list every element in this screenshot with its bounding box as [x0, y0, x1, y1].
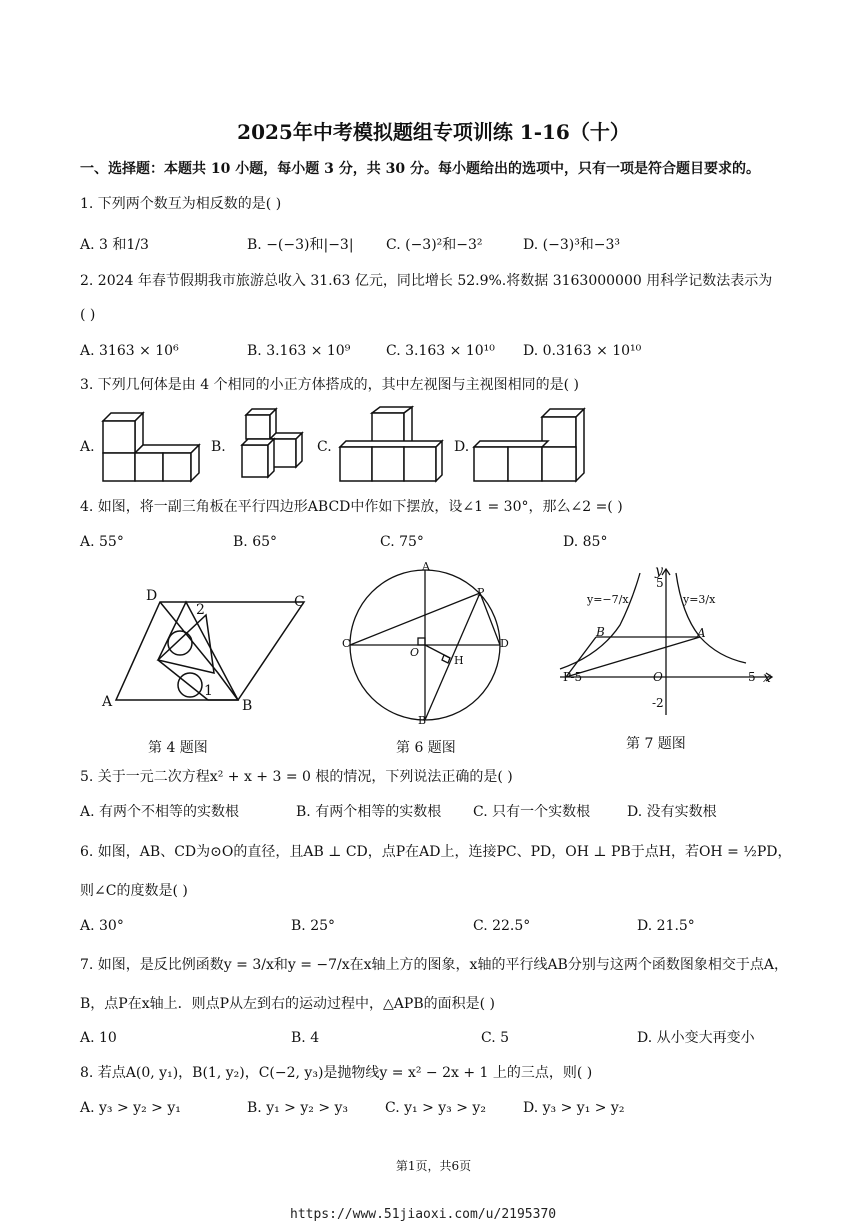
- fig7-label-neg2: -2: [652, 696, 664, 710]
- q8-option-c: C. y₁ > y₃ > y₂: [385, 1100, 486, 1116]
- q6-option-a: A. 30°: [80, 918, 124, 934]
- q2-option-a: A. 3163 × 10⁶: [80, 343, 179, 359]
- q5-option-d: D. 没有实数根: [627, 804, 717, 820]
- q3-label-b: B.: [211, 439, 226, 455]
- q3-label-a: A.: [80, 439, 95, 455]
- q7-option-a: A. 10: [80, 1030, 117, 1046]
- section-heading: 一、选择题：本题共 10 小题，每小题 3 分，共 30 分。每小题给出的选项中，只有一项是符合题目要求的。: [80, 161, 760, 177]
- fig6-caption: 第 6 题图: [396, 740, 456, 756]
- fig7-label-5x: 5: [748, 670, 756, 684]
- fig4-label-d: D: [146, 588, 158, 604]
- q1-stem: 1. 下列两个数互为相反数的是( ): [80, 196, 282, 212]
- fig6-label-o: O: [410, 646, 420, 659]
- q6-option-c: C. 22.5°: [473, 918, 531, 934]
- q8-option-b: B. y₁ > y₂ > y₃: [247, 1100, 349, 1116]
- fig7-graph: [550, 565, 780, 720]
- q1-option-b: B. −(−3)和|−3|: [247, 237, 354, 253]
- q2-option-c: C. 3.163 × 10¹⁰: [386, 343, 495, 359]
- fig6-label-h: H: [454, 654, 464, 667]
- q3-label-d: D.: [454, 439, 470, 455]
- fig6-label-d: D: [500, 637, 509, 650]
- q8-option-d: D. y₃ > y₁ > y₂: [523, 1100, 625, 1116]
- page-footer: 第1页，共6页: [395, 1159, 472, 1173]
- fig4-label-2: 2: [196, 602, 205, 618]
- q7-stem: 7. 如图，是反比例函数y = 3/x和y = −7/x在x轴上方的图象，x轴的平行线AB分别与这两个函数图象相交于点A，: [80, 957, 788, 973]
- fig4-label-1: 1: [204, 683, 213, 699]
- q3-figure-a: [95, 405, 205, 485]
- fig7-label-f1: y=−7/x: [587, 593, 629, 606]
- q6-option-b: B. 25°: [291, 918, 336, 934]
- q2-option-b: B. 3.163 × 10⁹: [247, 343, 351, 359]
- q5-stem: 5. 关于一元二次方程x² + x + 3 = 0 根的情况，下列说法正确的是( ): [80, 769, 513, 785]
- source-url[interactable]: https://www.51jiaoxi.com/u/2195370: [290, 1207, 557, 1222]
- q7-stem-cont: B，点P在x轴上．则点P从左到右的运动过程中，△APB的面积是( ): [80, 996, 495, 1012]
- q7-option-b: B. 4: [291, 1030, 320, 1046]
- q3-stem: 3. 下列几何体是由 4 个相同的小正方体搭成的，其中左视图与主视图相同的是( ): [80, 377, 579, 393]
- q6-option-d: D. 21.5°: [637, 918, 695, 934]
- fig4-caption: 第 4 题图: [148, 740, 208, 756]
- fig7-label-o: O: [653, 670, 663, 684]
- q7-option-c: C. 5: [481, 1030, 510, 1046]
- q4-option-a: A. 55°: [80, 534, 124, 550]
- q8-option-a: A. y₃ > y₂ > y₁: [80, 1100, 181, 1116]
- fig6-label-b: B: [418, 714, 427, 727]
- fig7-label-5y: 5: [656, 576, 664, 590]
- q8-stem: 8. 若点A(0, y₁)，B(1, y₂)，C(−2, y₃)是抛物线y = x² − 2x + 1 上的三点，则( ): [80, 1065, 593, 1081]
- fig6-circle: [340, 565, 515, 730]
- fig6-label-c: C: [342, 637, 351, 650]
- q1-option-d: D. (−3)³和−3³: [523, 237, 621, 253]
- q2-stem-cont: ( ): [80, 307, 96, 323]
- fig6-label-p: P: [477, 586, 485, 599]
- fig7-label-a: A: [697, 626, 706, 640]
- q4-stem: 4. 如图，将一副三角板在平行四边形ABCD中作如下摆放，设∠1 = 30°，那么∠2 =( ): [80, 499, 623, 515]
- q1-option-a: A. 3 和1/3: [80, 237, 149, 253]
- q3-figure-d: [470, 405, 595, 485]
- fig7-label-x: x: [763, 670, 771, 686]
- q4-option-b: B. 65°: [233, 534, 278, 550]
- q4-option-d: D. 85°: [563, 534, 608, 550]
- fig7-label-y: y: [655, 563, 663, 579]
- q7-option-d: D. 从小变大再变小: [637, 1030, 755, 1046]
- q6-stem-cont: 则∠C的度数是( ): [80, 883, 188, 899]
- fig6-label-a: A: [422, 560, 430, 573]
- q3-figure-c: [336, 405, 446, 485]
- fig4-label-c: C: [294, 594, 305, 610]
- q4-option-c: C. 75°: [380, 534, 424, 550]
- q5-option-b: B. 有两个相等的实数根: [296, 804, 442, 820]
- fig7-label-f2: y=3/x: [683, 593, 716, 606]
- q5-option-c: C. 只有一个实数根: [473, 804, 591, 820]
- page-title: 2025年中考模拟题组专项训练 1-16（十）: [237, 120, 630, 144]
- q3-figure-b: [228, 405, 313, 485]
- q3-label-c: C.: [317, 439, 332, 455]
- fig4-label-b: B: [242, 698, 253, 714]
- q2-stem: 2. 2024 年春节假期我市旅游总收入 31.63 亿元，同比增长 52.9%.将数据 3163000000 用科学记数法表示为: [80, 273, 773, 289]
- q1-option-c: C. (−3)²和−3²: [386, 237, 483, 253]
- fig7-label-b: B: [596, 625, 605, 639]
- fig4-label-a: A: [102, 694, 113, 710]
- q2-option-d: D. 0.3163 × 10¹⁰: [523, 343, 642, 359]
- fig7-label-p: P-5: [563, 670, 583, 684]
- fig7-caption: 第 7 题图: [626, 736, 686, 752]
- q6-stem: 6. 如图，AB、CD为⊙O的直径，且AB ⊥ CD，点P在AD上，连接PC、PD，OH ⊥ PB于点H，若OH = ½PD，: [80, 844, 792, 860]
- q5-option-a: A. 有两个不相等的实数根: [80, 804, 240, 820]
